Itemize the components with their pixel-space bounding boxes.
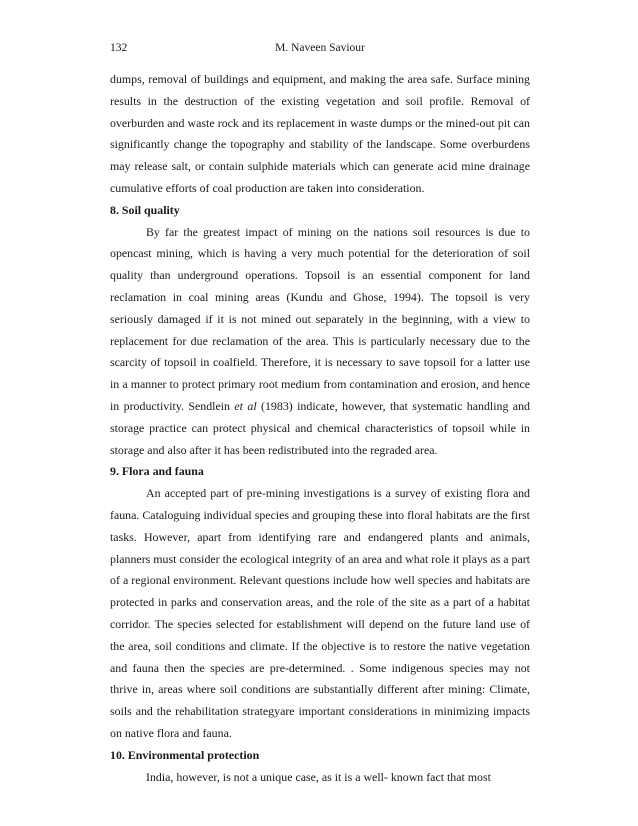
italic-citation: et al [234, 398, 257, 413]
paragraph-environmental-protection: India, however, is not a unique case, as it is a well- known fact that most [146, 769, 491, 784]
page-number: 132 [110, 42, 128, 54]
paragraph-text: (1983) indicate, however, that systematic handling and storage practice can protect physical and chemical characteristics of topsoil while in storage and also after it has been redistributed into the regraded area. [110, 398, 530, 457]
paragraph-soil-quality [110, 222, 530, 462]
running-head: M. Naveen Saviour [275, 42, 365, 54]
paragraph-flora-fauna: An accepted part of pre-mining investigations is a survey of existing flora and fauna. Cataloguing individual species and grouping these into floral habitats are the first tasks. However, apart from identifying rare and endangered plants and animals, planners must consider the ecological integrity of an area and what role it plays as a part of a regional environment. Relevant questions include how well species and habitats are protected in parks and conservation areas, and the role of the site as a part of a habitat corridor. The species selected for establishment will depend on the future land use of the area, soil conditions and climate. If the objective is to restore the native vegetation and fauna then the species are pre-determined. . Some indigenous species may not thrive in, areas where soil conditions are substantially different after mining: Climate, soils and the rehabilitation strategyare important considerations in minimizing impacts on native flora and fauna. [110, 486, 530, 740]
page-header [110, 42, 530, 58]
section-heading-environmental-protection: 10. Environmental protection [110, 747, 260, 762]
paragraph-continued: dumps, removal of buildings and equipment, and making the area safe. Surface mining results in the destruction of the existing vegetation and soil profile. Removal of overburden and waste rock and its replacement in waste dumps or the mined-out pit can significantly change the topography and stability of the landscape. Some overburdens may release salt, or contain sulphide materials which can generate acid mine drainage cumulative efforts of coal production are taken into consideration. [110, 72, 530, 195]
section-heading-flora-fauna: 9. Flora and fauna [110, 464, 204, 479]
paragraph-text: By far the greatest impact of mining on the nations soil resources is due to opencast mining, which is having a very much potential for the deterioration of soil quality than underground operations. Topsoil is an essential component for land reclamation in coal mining areas (Kundu and Ghose, 1994). The topsoil is very seriously damaged if it is not mined out separately in the beginning, with a view to replacement for due reclamation of the area. This is particularly necessary due to the scarcity of topsoil in coalfield. Therefore, it is necessary to save topsoil for a latter use in a manner to protect primary root medium from contamination and erosion, and hence in productivity. Sendlein [110, 224, 530, 413]
body-text [110, 69, 530, 788]
section-heading-soil-quality: 8. Soil quality [110, 202, 180, 217]
